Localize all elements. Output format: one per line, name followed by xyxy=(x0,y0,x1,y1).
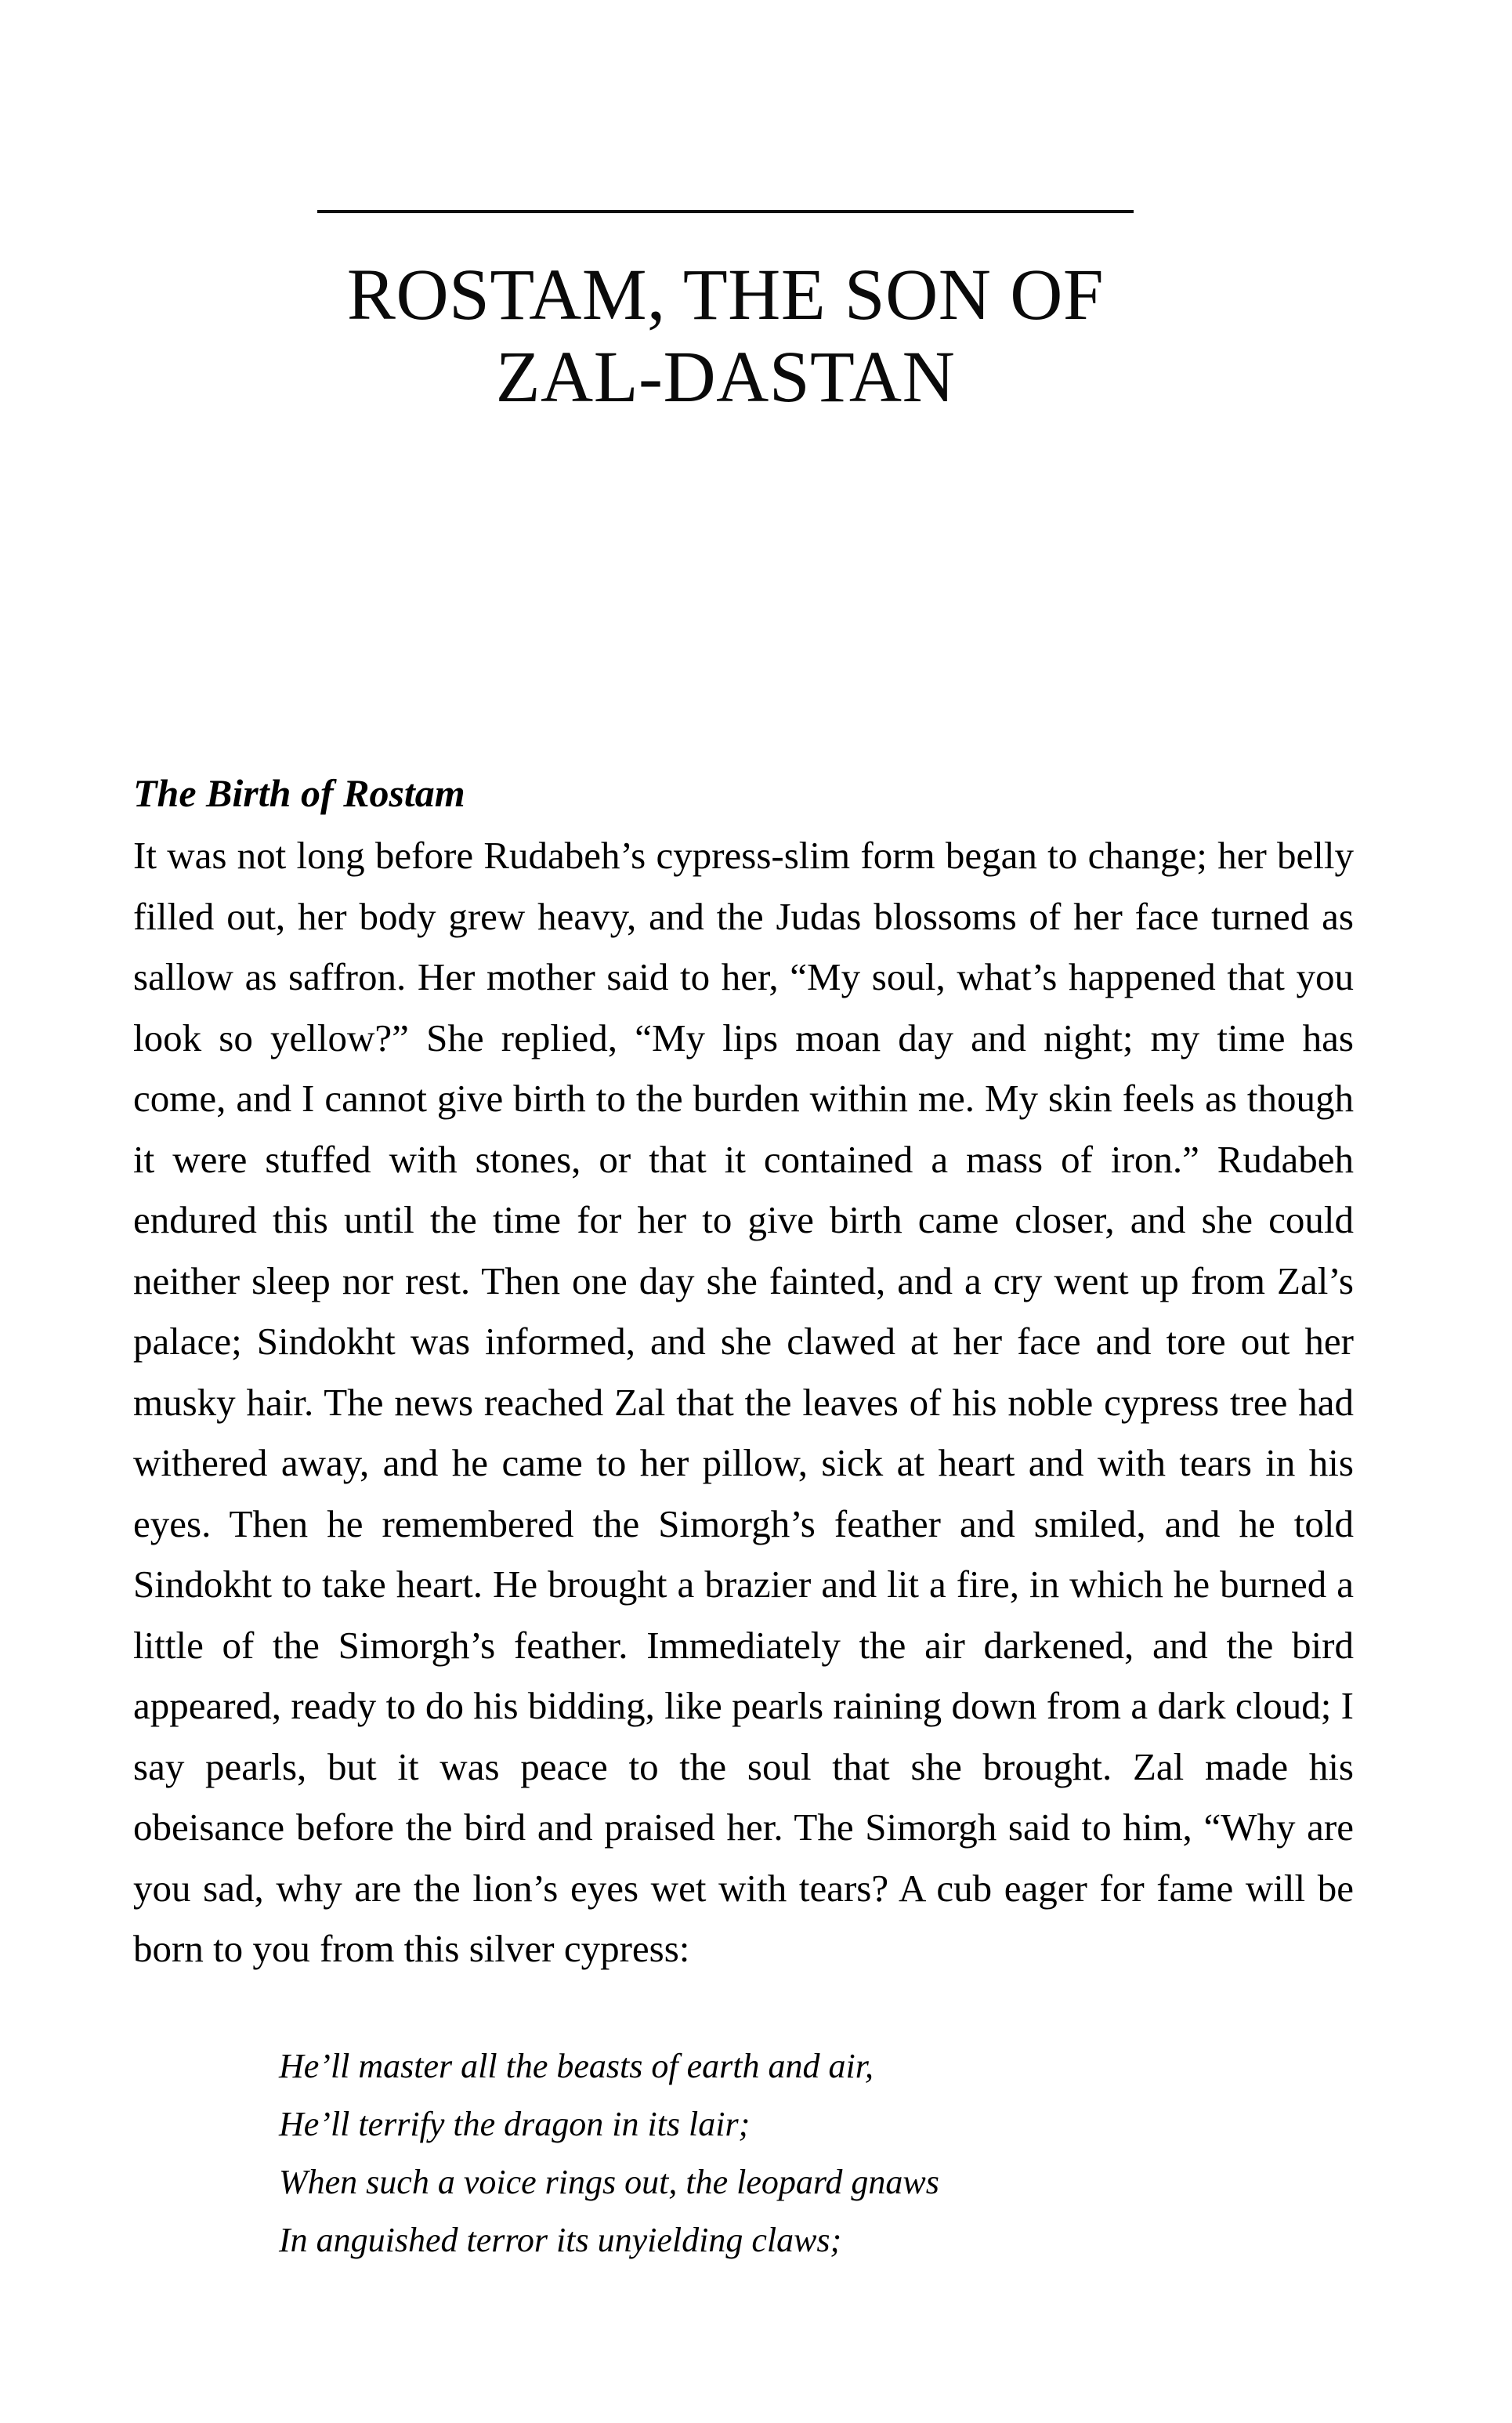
chapter-title-line-1: ROSTAM, THE SON OF xyxy=(346,255,1105,335)
verse-line: When such a voice rings out, the leopard gnaws xyxy=(279,2162,939,2201)
verse-line: He’ll master all the beasts of earth and air, xyxy=(279,2046,874,2085)
chapter-title xyxy=(317,254,1134,418)
section-heading: The Birth of Rostam xyxy=(133,771,465,815)
body-paragraph: It was not long before Rudabeh’s cypress-slim form began to change; her belly filled out, her body grew heavy, and the Judas blossoms of her face turned as sallow as saffron. Her mother said to her, “My soul, what’s happened that you look so yellow?” She replied, “My lips moan day and night; my time has come, and I cannot give birth to the burden within me. My skin feels as though it were stuffed with stones, or that it contained a mass of iron.” Rudabeh endured this until the time for her to give birth came closer, and she could neither sleep nor rest. Then one day she fainted, and a cry went up from Zal’s palace; Sindokht was informed, and she clawed at her face and tore out her musky hair. The news reached Zal that the leaves of his noble cypress tree had withered away, and he came to her pillow, sick at heart and with tears in his eyes. Then he remembered the Simorgh’s feather and smiled, and he told Sindokht to take heart. He brought a brazier and lit a fire, in which he burned a little of the Simorgh’s feather. Immediately the air darkened, and the bird appeared, ready to do his bidding, like pearls raining down from a dark cloud; I say pearls, but it was peace to the soul that she brought. Zal made his obeisance before the bird and praised her. The Simorgh said to him, “Why are you sad, why are the lion’s eyes wet with tears? A cub eager for fame will be born to you from this silver cypress: xyxy=(133,834,1354,1970)
verse-block xyxy=(279,2037,1354,2269)
body-text-column xyxy=(133,772,1354,2269)
chapter-title-line-2: ZAL-DASTAN xyxy=(495,337,956,418)
verse-line: He’ll terrify the dragon in its lair; xyxy=(279,2104,751,2143)
chapter-rule-divider xyxy=(317,210,1134,213)
verse-line: In anguished terror its unyielding claws; xyxy=(279,2220,842,2259)
chapter-header xyxy=(317,210,1134,418)
